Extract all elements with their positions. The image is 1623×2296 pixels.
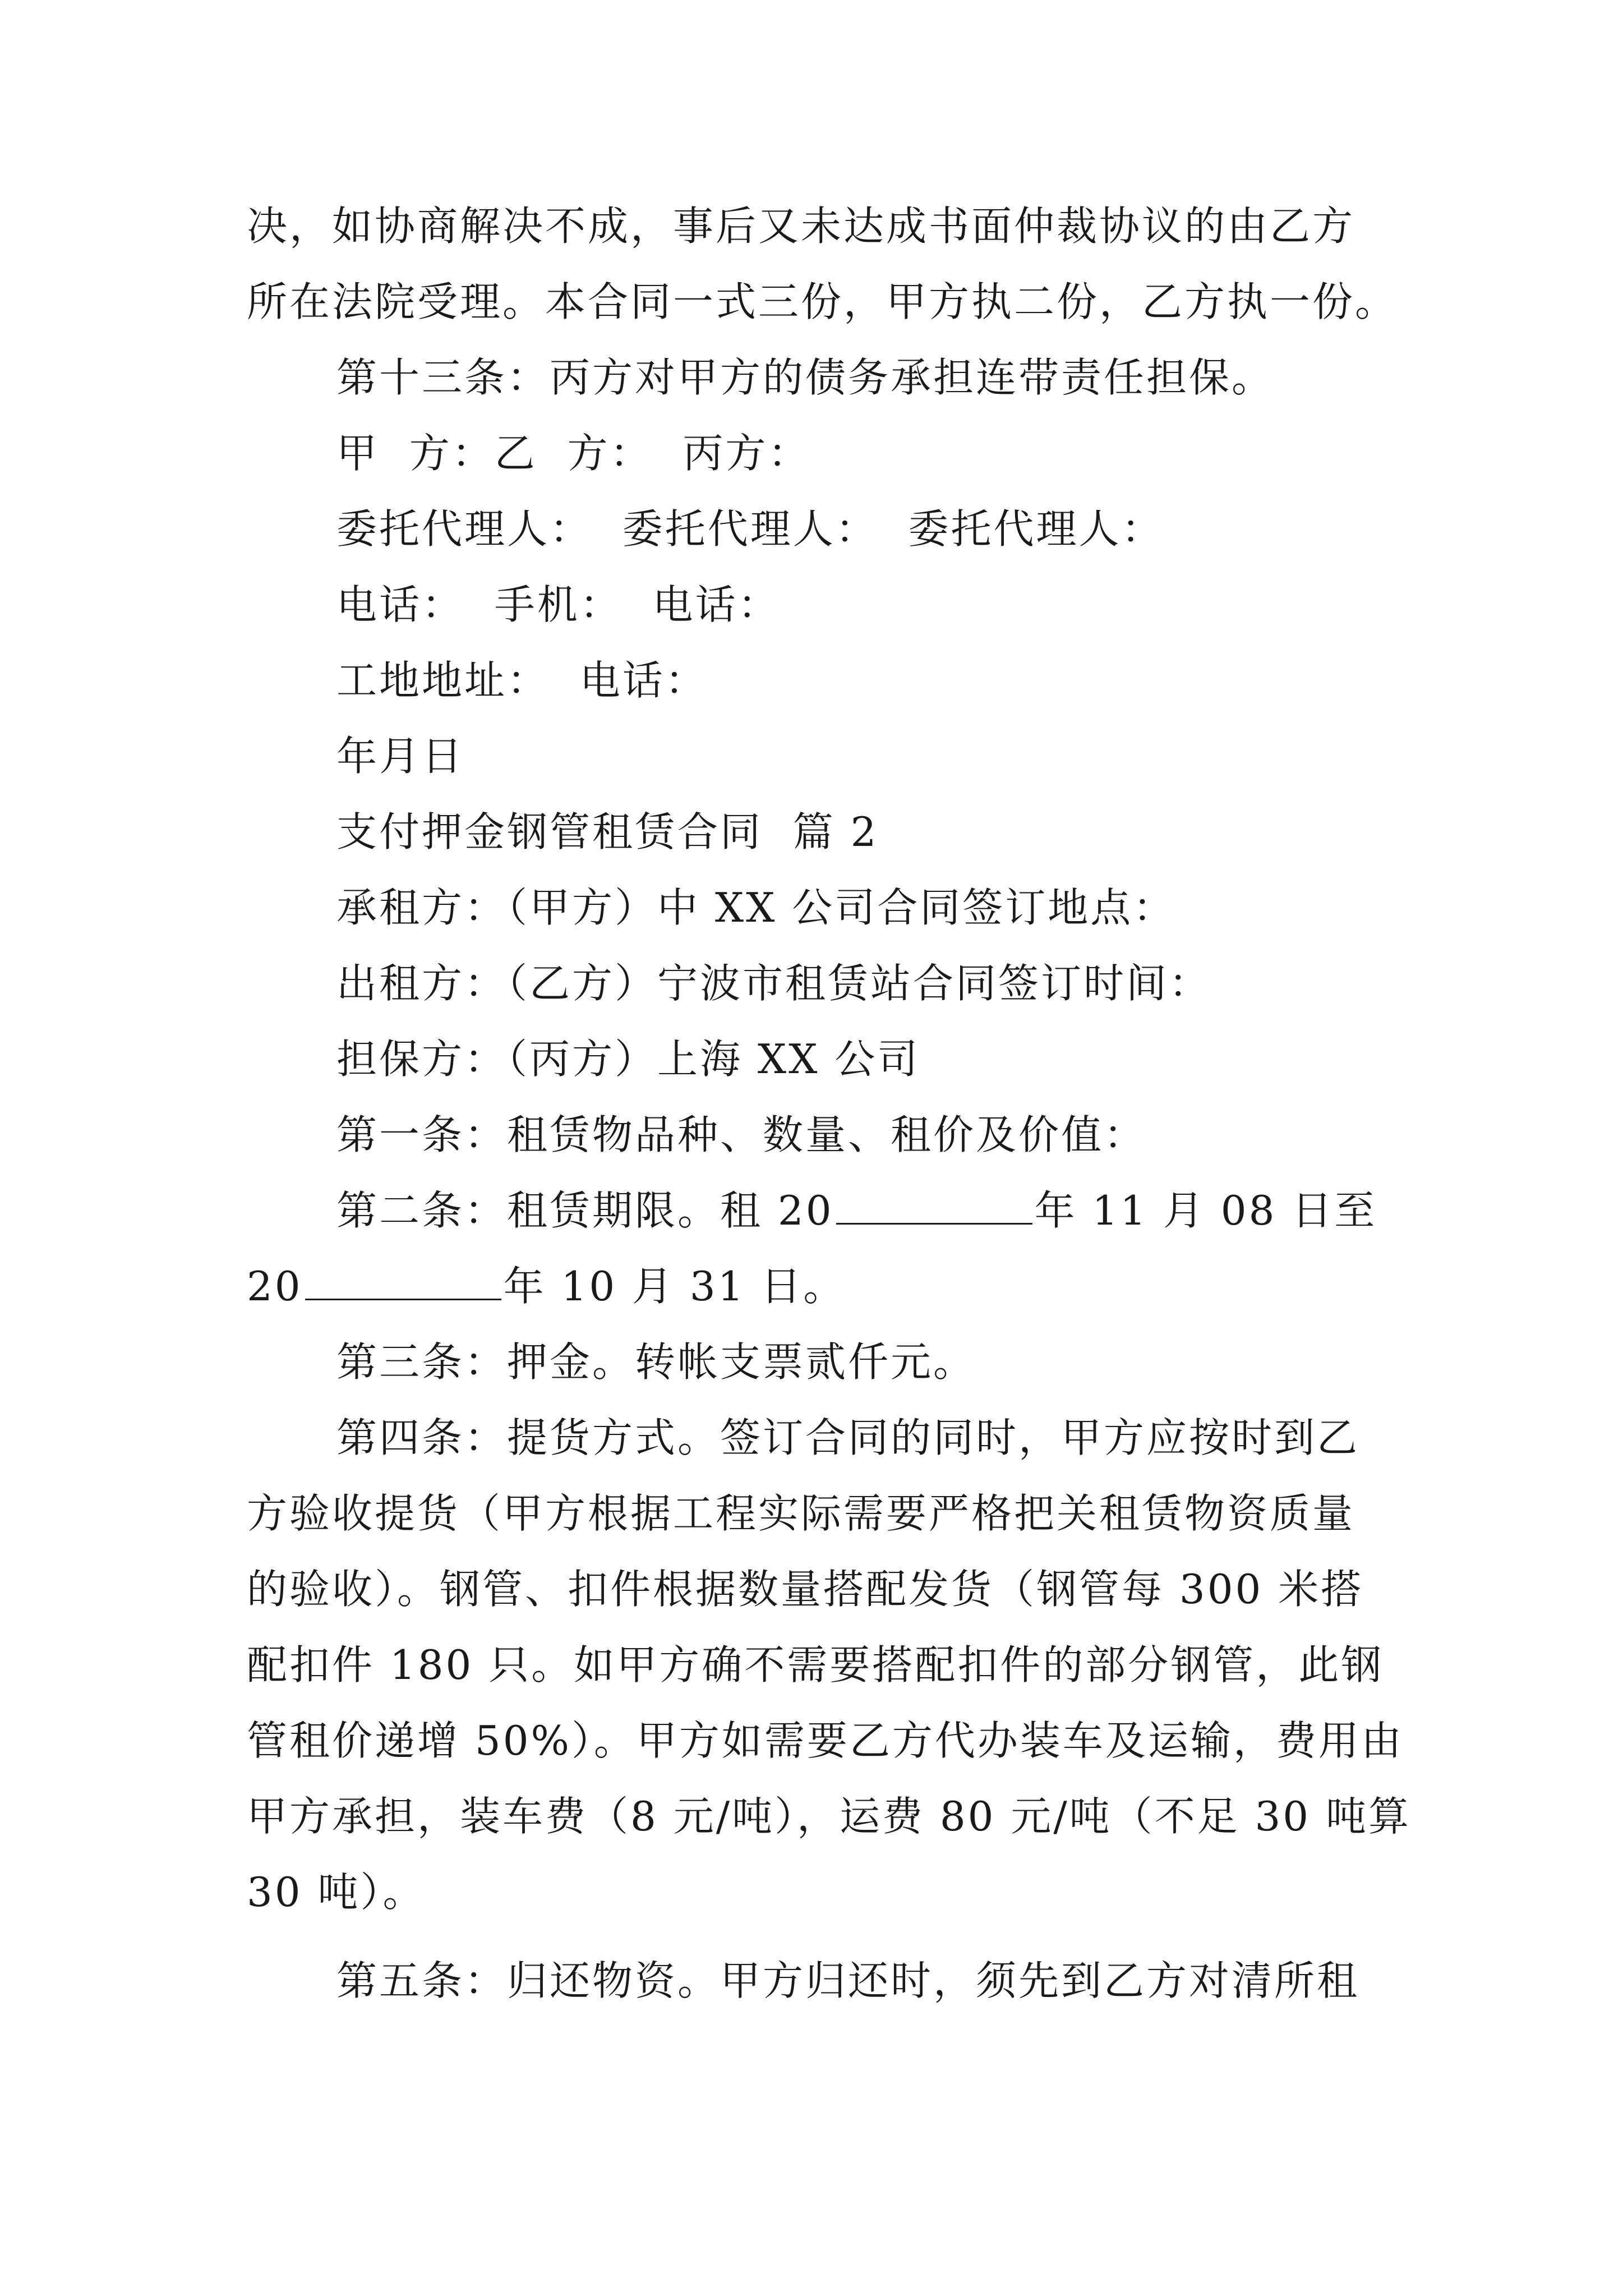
clause-4: 第四条：提货方式。签订合同的同时，甲方应按时到乙 bbox=[336, 1414, 1360, 1461]
clause-5: 第五条：归还物资。甲方归还时，须先到乙方对清所租 bbox=[336, 1957, 1360, 2004]
text-line: 的验收）。钢管、扣件根据数量搭配发货（钢管每 300 米搭 bbox=[247, 1566, 1364, 1613]
text-line: 甲方承担，装车费（8 元/吨），运费 80 元/吨（不足 30 吨算 bbox=[247, 1793, 1411, 1840]
fill-in-blank bbox=[305, 1265, 501, 1300]
clause-2-line-2 bbox=[247, 1261, 846, 1312]
text-segment: 年 10 月 31 日。 bbox=[503, 1263, 846, 1310]
clause-1: 第一条：租赁物品种、数量、租价及价值： bbox=[336, 1111, 1147, 1158]
lessee-line: 承租方：（甲方）中 XX 公司合同签订地点： bbox=[336, 884, 1176, 931]
signature-agents: 委托代理人： 委托代理人： 委托代理人： bbox=[336, 505, 1164, 553]
signature-parties: 甲 方：乙 方： 丙方： bbox=[336, 430, 811, 477]
signature-address: 工地地址： 电话： bbox=[336, 657, 708, 704]
clause-2-line-1 bbox=[336, 1185, 1377, 1236]
text-line: 方验收提货（甲方根据工程实际需要严格把关租赁物资质量 bbox=[247, 1490, 1355, 1537]
fill-in-blank bbox=[836, 1189, 1032, 1225]
text-line: 决，如协商解决不成，事后又未达成书面仲裁协议的由乙方 bbox=[247, 203, 1355, 250]
clause-13: 第十三条：丙方对甲方的债务承担连带责任担保。 bbox=[336, 354, 1275, 401]
signature-date: 年月日 bbox=[336, 733, 465, 780]
section-title: 支付押金钢管租赁合同 篇 2 bbox=[336, 808, 879, 855]
signature-phones: 电话： 手机： 电话： bbox=[336, 581, 781, 628]
text-segment: 第二条：租赁期限。租 20 bbox=[336, 1187, 834, 1234]
text-line: 管租价递增 50%）。甲方如需要乙方代办装车及运输，费用由 bbox=[247, 1717, 1404, 1764]
guarantor-line: 担保方：（丙方）上海 XX 公司 bbox=[336, 1036, 920, 1083]
text-line: 所在法院受理。本合同一式三份，甲方执二份，乙方执一份。 bbox=[247, 278, 1398, 325]
text-line: 配扣件 180 只。如甲方确不需要搭配扣件的部分钢管，此钢 bbox=[247, 1641, 1384, 1688]
text-segment: 20 bbox=[247, 1263, 303, 1310]
lessor-line: 出租方：（乙方）宁波市租赁站合同签订时间： bbox=[336, 960, 1212, 1007]
clause-3: 第三条：押金。转帐支票贰仟元。 bbox=[336, 1338, 976, 1386]
text-segment: 年 11 月 08 日至 bbox=[1034, 1187, 1377, 1234]
text-line: 30 吨）。 bbox=[247, 1869, 426, 1916]
